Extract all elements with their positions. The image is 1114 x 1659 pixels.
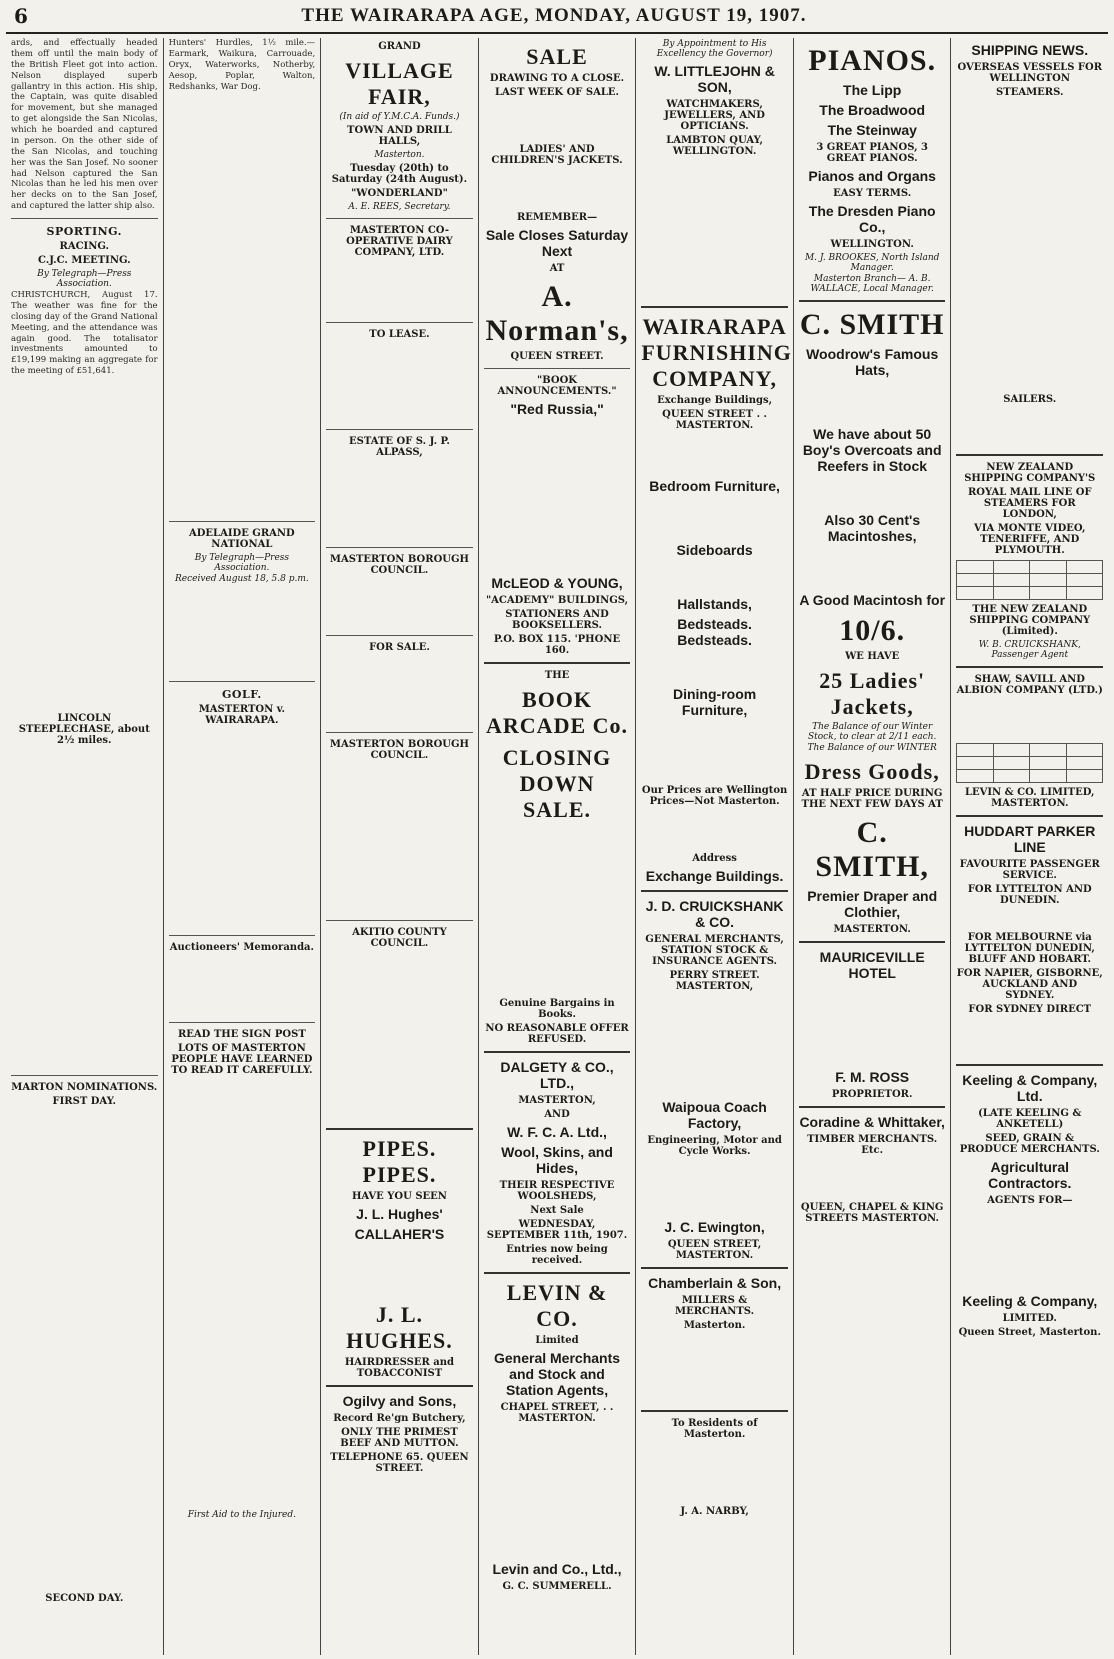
lambton: LAMBTON QUAY, WELLINGTON. <box>666 135 763 157</box>
napier: FOR NAPIER, GISBORNE, AUCKLAND AND SYDNEY. <box>956 968 1103 1001</box>
wairarapa: WAIRARAPA FURNISHING COMPANY, <box>641 314 792 391</box>
book-ann: "BOOK ANNOUNCEMENTS." <box>497 375 617 397</box>
racing-body: CHRISTCHURCH, August 17. The weather was fine for the closing day of the Grand National Meeting, and the attendance was again good. The totalisator investments amounted to £19,199 making an aggregate for the meeting of £51,641. <box>11 290 158 377</box>
proprietor: PROPRIETOR. <box>831 1089 913 1100</box>
genuine: Genuine Bargains in Books. <box>499 998 615 1020</box>
hurdles-text: Hunters' Hurdles, 1½ mile.—Earmark, Waikura, Carrouade, Oryx, Waterworks, Notherby, Aesop, Poplar, Walton, Redshanks, War Dog. <box>168 38 316 92</box>
levin-shipping: LEVIN & CO. LIMITED, MASTERTON. <box>964 787 1095 809</box>
general-m: GENERAL MERCHANTS, STATION STOCK & INSURANCE AGENTS. <box>645 934 784 967</box>
wfca: W. F. C. A. Ltd., <box>507 1124 607 1140</box>
passenger-agent: W. B. CRUICKSHANK, Passenger Agent <box>978 640 1081 660</box>
first-day-heading: FIRST DAY. <box>52 1096 117 1107</box>
last-week: LAST WEEK OF SALE. <box>495 87 620 98</box>
column-5 <box>636 38 794 1655</box>
estate-heading: ESTATE OF S. J. P. ALPASS, <box>349 436 450 458</box>
hallstands: Hallstands, <box>677 596 752 612</box>
pianos: PIANOS. <box>808 44 937 77</box>
ewington: J. C. Ewington, <box>664 1219 765 1235</box>
remember: REMEMBER— <box>516 212 598 223</box>
wed-sale: WEDNESDAY, SEPTEMBER 11th, 1907. <box>486 1219 628 1241</box>
masthead <box>6 0 1108 34</box>
only-primest: ONLY THE PRIMEST BEEF AND MUTTON. <box>340 1427 459 1449</box>
seed: SEED, GRAIN & PRODUCE MERCHANTS. <box>959 1133 1100 1155</box>
column-6 <box>794 38 952 1655</box>
csmith-2: C. SMITH, <box>815 816 929 883</box>
wonderland: "WONDERLAND" <box>351 188 448 199</box>
price-106: 10/6. <box>839 614 906 647</box>
woodrows: Woodrow's Famous Hats, <box>806 346 939 378</box>
first-aid-heading: First Aid to the Injured. <box>187 1510 296 1521</box>
auctioneers-heading: Auctioneers' Memoranda. <box>169 942 315 954</box>
chamberlain: Chamberlain & Son, <box>648 1275 782 1291</box>
second-day-heading: SECOND DAY. <box>45 1593 124 1604</box>
good-mac: A Good Macintosh for <box>799 592 946 608</box>
residents: To Residents of Masterton. <box>671 1418 758 1440</box>
cruickshank: J. D. CRUICKSHANK & CO. <box>645 898 784 930</box>
nz-shipping: NEW ZEALAND SHIPPING COMPANY'S <box>964 462 1096 484</box>
lincoln-heading: LINCOLN STEEPLECHASE, about 2½ miles. <box>18 713 150 746</box>
mackintosh: Also 30 Cent's Macintoshes, <box>824 512 921 544</box>
dress: Dress Goods, <box>804 759 940 784</box>
queen: QUEEN STREET . . MASTERTON. <box>662 409 768 431</box>
agents: AGENTS FOR— <box>987 1195 1073 1206</box>
dining: Dining-room Furniture, <box>672 686 757 718</box>
akitio-heading: AKITIO COUNTY COUNCIL. <box>352 927 447 949</box>
agri: Agricultural Contractors. <box>988 1159 1072 1191</box>
limited: Limited <box>535 1335 579 1346</box>
queen-st: QUEEN STREET. <box>510 351 604 362</box>
perry: PERRY STREET. MASTERTON, <box>669 970 760 992</box>
to-lease: TO LEASE. <box>369 329 430 340</box>
stationers: STATIONERS AND BOOKSELLERS. <box>505 609 609 631</box>
fair-dates: Tuesday (20th) to Saturday (24th August). <box>331 163 468 185</box>
woolsheds: THEIR RESPECTIVE WOOLSHEDS, <box>499 1180 615 1202</box>
organs: Pianos and Organs <box>808 168 936 184</box>
exchange-b: Exchange Buildings. <box>645 868 784 884</box>
academy: "ACADEMY" BUILDINGS, <box>485 595 629 606</box>
have-you: HAVE YOU SEEN <box>351 1191 447 1202</box>
huddart: HUDDART PARKER LINE <box>964 823 1096 855</box>
lipp: The Lipp <box>843 82 902 98</box>
column-7 <box>951 38 1108 1655</box>
red-russia: "Red Russia," <box>510 401 604 417</box>
cjc-heading: C.J.C. MEETING. <box>37 255 131 266</box>
byline: By Telegraph—Press Association. <box>37 269 132 289</box>
ross: F. M. ROSS <box>835 1069 910 1085</box>
favourite: FAVOURITE PASSENGER SERVICE. <box>959 859 1100 881</box>
hughes-big: J. L. HUGHES. <box>346 1302 453 1353</box>
column-4 <box>479 38 637 1655</box>
chapel: CHAPEL STREET, . . MASTERTON. <box>500 1402 614 1424</box>
borough-heading-2: MASTERTON BOROUGH COUNCIL. <box>329 739 469 761</box>
levin-2: Levin and Co., Ltd., <box>492 1561 622 1577</box>
butchery: Record Re'gn Butchery, <box>333 1413 466 1424</box>
adelaide-heading: ADELAIDE GRAND NATIONAL <box>189 528 295 551</box>
masterton-c6: MASTERTON. <box>833 924 911 935</box>
drawing: DRAWING TO A CLOSE. <box>489 73 625 84</box>
address: Address <box>692 853 737 864</box>
entries: Entries now being received. <box>506 1244 608 1266</box>
read-sign-heading: READ THE SIGN POST <box>177 1029 306 1041</box>
easy: EASY TERMS. <box>833 188 912 199</box>
coradine: Coradine & Whittaker, <box>799 1114 945 1130</box>
clear: The Balance of our Winter Stock, to clear at 2/11 each. <box>807 722 937 742</box>
columns <box>6 38 1108 1655</box>
boys: We have about 50 Boy's Overcoats and Reefers in Stock <box>802 426 942 474</box>
watchmakers: WATCHMAKERS, JEWELLERS, AND OPTICIANS. <box>664 99 765 132</box>
and: AND <box>544 1109 570 1120</box>
telephone: TELEPHONE 65. QUEEN STREET. <box>330 1452 469 1474</box>
appointment: By Appointment to His Excellency the Governor) <box>656 39 773 59</box>
nz-co: THE NEW ZEALAND SHIPPING COMPANY (Limited). <box>969 604 1091 637</box>
lots-heading: LOTS OF MASTERTON PEOPLE HAVE LEARNED TO READ IT CAREFULLY. <box>171 1043 313 1077</box>
engineering: Engineering, Motor and Cycle Works. <box>647 1135 782 1157</box>
csmith: C. SMITH <box>799 308 945 341</box>
po-box: P.O. BOX 115. 'PHONE 160. <box>493 634 621 656</box>
branch: Masterton Branch— A. B. WALLACE, Local Manager. <box>810 274 934 294</box>
hughes: J. L. Hughes' <box>356 1206 443 1222</box>
closing-down: CLOSING DOWN SALE. <box>502 745 612 822</box>
summerell: G. C. SUMMERELL. <box>502 1581 612 1592</box>
queen-chapel: QUEEN, CHAPEL & KING STREETS MASTERTON. <box>800 1202 944 1224</box>
golf-heading: GOLF. <box>221 688 262 702</box>
closes: Sale Closes Saturday Next <box>485 227 629 259</box>
wool: Wool, Skins, and Hides, <box>501 1144 613 1176</box>
timber: TIMBER MERCHANTS. Etc. <box>807 1134 938 1156</box>
we-have: WE HAVE <box>845 651 900 662</box>
town-halls: TOWN AND DRILL HALLS, <box>347 125 452 147</box>
grand-label: GRAND <box>378 41 421 52</box>
shaw-table <box>956 743 1103 783</box>
racing-heading: RACING. <box>59 241 110 252</box>
balance: The Balance of our WINTER <box>807 743 937 753</box>
wellington: WELLINGTON. <box>830 239 914 250</box>
shaw: SHAW, SAVILL AND ALBION COMPANY (LTD.) <box>956 674 1103 696</box>
ship-table <box>956 560 1103 600</box>
bedroom: Bedroom Furniture, <box>649 478 780 494</box>
jackets-25: 25 Ladies' Jackets, <box>819 668 926 719</box>
sale-title: SALE <box>526 44 588 69</box>
marton-heading: MARTON NOMINATIONS. <box>11 1082 158 1093</box>
exchange: Exchange Buildings, <box>657 395 773 406</box>
prices: Our Prices are Wellington Prices—Not Masterton. <box>641 785 788 807</box>
overseas: OVERSEAS VESSELS FOR WELLINGTON <box>957 62 1103 84</box>
melbourne: FOR MELBOURNE via LYTTELTON DUNEDIN, BLUFF AND HOBART. <box>964 932 1095 965</box>
book-arcade: BOOK ARCADE Co. <box>486 687 629 738</box>
masterton: MASTERTON, <box>518 1095 596 1106</box>
hairdresser: HAIRDRESSER and TOBACCONIST <box>344 1357 455 1379</box>
dresden: The Dresden Piano Co., <box>808 203 936 235</box>
no-offer: NO REASONABLE OFFER REFUSED. <box>485 1023 629 1045</box>
lyttelton: FOR LYTTELTON AND DUNEDIN. <box>967 884 1092 906</box>
broadwood: The Broadwood <box>819 102 926 118</box>
levin: LEVIN & CO. <box>506 1280 608 1331</box>
narby: J. A. NARBY, <box>680 1506 749 1517</box>
millers: MILLERS & MERCHANTS. <box>675 1295 755 1317</box>
coop-heading: MASTERTON CO-OPERATIVE DAIRY COMPANY, LTD. <box>346 225 453 258</box>
royal-mail: ROYAL MAIL LINE OF STEAMERS FOR LONDON, <box>967 487 1092 520</box>
sideboards: Sideboards <box>676 542 753 558</box>
steinway: The Steinway <box>827 122 917 138</box>
column-2 <box>164 38 322 1655</box>
mauriceville: MAURICEVILLE HOTEL <box>819 949 925 981</box>
three-great: 3 GREAT PIANOS, 3 GREAT PIANOS. <box>816 142 928 164</box>
queen-2: QUEEN STREET, MASTERTON. <box>667 1239 762 1261</box>
pipes-title: PIPES. PIPES. <box>362 1136 437 1187</box>
newspaper-title: THE WAIRARAPA AGE, MONDAY, AUGUST 19, 1907. <box>301 5 807 26</box>
norman: A. Norman's, <box>485 280 629 347</box>
dalgety: DALGETY & CO., LTD., <box>500 1059 614 1091</box>
waipoua: Waipoua Coach Factory, <box>662 1099 767 1131</box>
golf-title: MASTERTON v. WAIRARAPA. <box>198 704 286 727</box>
shipping: SHIPPING NEWS. <box>971 42 1089 58</box>
via: VIA MONTE VIDEO, TENERIFFE, AND PLYMOUTH. <box>974 523 1086 556</box>
racing-results <box>11 380 158 710</box>
general: General Merchants and Stock and Station Agents, <box>493 1350 621 1398</box>
column-1 <box>6 38 164 1655</box>
the: THE <box>544 670 570 681</box>
sailers: SAILERS. <box>1003 394 1057 405</box>
brookes: M. J. BROOKES, North Island Manager. <box>804 253 940 273</box>
sporting-heading: SPORTING. <box>46 225 123 238</box>
fair-subtitle: (In aid of Y.M.C.A. Funds.) <box>339 112 460 122</box>
keeling-2: Keeling & Company, <box>962 1293 1098 1309</box>
fair-signed: A. E. REES, Secretary. <box>348 202 451 212</box>
ogilvy: Ogilvy and Sons, <box>342 1393 457 1409</box>
late: (LATE KEELING & ANKETELL) <box>978 1108 1082 1130</box>
for-sale: FOR SALE. <box>369 642 430 653</box>
at: AT <box>549 263 565 274</box>
premier: Premier Draper and Clothier, <box>807 888 938 920</box>
bedsteads: Bedsteads. Bedsteads. <box>677 616 752 648</box>
keeling-queen: Queen Street, Masterton. <box>958 1327 1101 1338</box>
half-price: AT HALF PRICE DURING THE NEXT FEW DAYS AT <box>801 788 943 810</box>
steamers: STEAMERS. <box>996 87 1064 98</box>
town-place: Masterton. <box>374 150 425 160</box>
adelaide-byline: By Telegraph—Press Association. <box>194 553 290 574</box>
sydney: FOR SYDNEY DIRECT <box>968 1004 1092 1015</box>
next-sale: Next Sale <box>530 1205 584 1216</box>
nelson-article: ards, and effectually headed them off until the main body of the British Fleet got into action. Nelson displayed superb gallantry in this action. His ship, the Captain, was quite disabled for movement, but she managed to get alongside the San Nicolas, which he boarded and captured in person. On the other side of the San Nicolas, and touching her was the San Josef. No sooner had Nelson captured the San Nicolas than he led his men over her decks on to the San Josef, and captured the latter ship also. <box>11 38 158 212</box>
column-3 <box>321 38 479 1655</box>
borough-heading: MASTERTON BOROUGH COUNCIL. <box>329 554 469 576</box>
keeling-limited: LIMITED. <box>1002 1313 1057 1324</box>
page-number: 6 <box>14 4 28 28</box>
ladies: LADIES' AND CHILDREN'S JACKETS. <box>491 144 623 166</box>
littlejohn: W. LITTLEJOHN & SON, <box>654 63 775 95</box>
village-fair-title: VILLAGE FAIR, <box>345 58 454 109</box>
masterton-c5: Masterton. <box>683 1320 746 1331</box>
mcleod: McLEOD & YOUNG, <box>491 575 623 591</box>
callahers: CALLAHER'S <box>354 1226 445 1242</box>
adelaide-received: Received August 18, 5.8 p.m. <box>175 574 309 585</box>
keeling: Keeling & Company, Ltd. <box>962 1072 1098 1104</box>
